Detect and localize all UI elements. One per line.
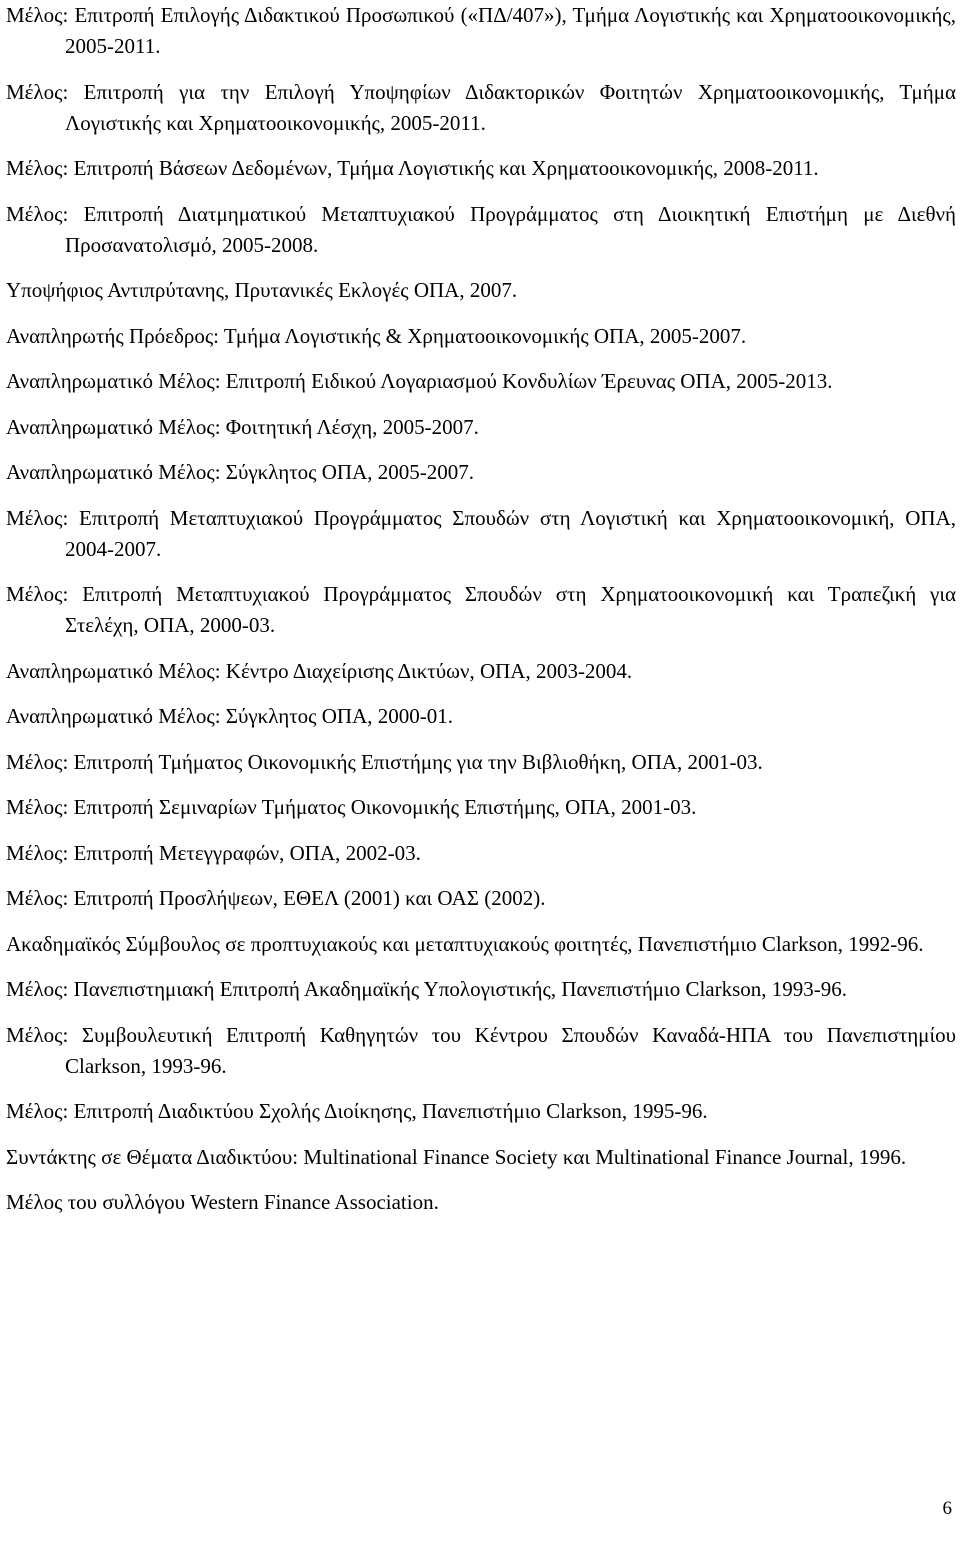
entry: Μέλος: Επιτροπή Μετεγγραφών, ΟΠΑ, 2002-03. <box>6 840 421 865</box>
entry: Ακαδημαϊκός Σύμβουλος σε προπτυχιακούς και μεταπτυχιακούς φοιτητές, Πανεπιστήμιο Clarkson, 1992-96. <box>6 931 924 956</box>
entry: Μέλος: Επιτροπή Διατμηματικού Μεταπτυχιακού Προγράμματος στη Διοικητική Επιστήμη με Διεθνή Προσανατολισμό, 2005-2008. <box>6 201 956 257</box>
entry: Υποψήφιος Αντιπρύτανης, Πρυτανικές Εκλογές ΟΠΑ, 2007. <box>6 278 518 302</box>
entry: Μέλος: Επιτροπή για την Επιλογή Υποψηφίων Διδακτορικών Φοιτητών Χρηματοοικονομικής, Τμήμα Λογιστικής και Χρηματοοικονομικής, 2005-2011. <box>6 79 956 135</box>
page-number: 6 <box>942 1498 952 1519</box>
entry: Μέλος: Επιτροπή Σεμιναρίων Τμήματος Οικονομικής Επιστήμης, ΟΠΑ, 2001-03. <box>6 795 697 819</box>
entry: Αναπληρωτής Πρόεδρος: Τμήμα Λογιστικής & Χρηματοοικονομικής ΟΠΑ, 2005-2007. <box>6 323 747 348</box>
entry: Συντάκτης σε Θέματα Διαδικτύου: Multinational Finance Society και Multinational Finance Journal, 1996. <box>6 1144 907 1169</box>
entry: Μέλος: Πανεπιστημιακή Επιτροπή Ακαδημαϊκής Υπολογιστικής, Πανεπιστήμιο Clarkson, 1993-96. <box>6 977 848 1001</box>
entry: Μέλος: Επιτροπή Μεταπτυχιακού Προγράμματος Σπουδών στη Χρηματοοικονομική και Τραπεζική για Στελέχη, ΟΠΑ, 2000-03. <box>6 582 956 637</box>
entry: Αναπληρωματικό Μέλος: Κέντρο Διαχείρισης Δικτύων, ΟΠΑ, 2003-2004. <box>6 658 633 683</box>
entry: Αναπληρωματικό Μέλος: Φοιτητική Λέσχη, 2005-2007. <box>6 414 479 439</box>
committee-membership-list <box>6 0 956 1233</box>
entry: Αναπληρωματικό Μέλος: Σύγκλητος ΟΠΑ, 2005-2007. <box>6 460 474 484</box>
entry: Μέλος: Συμβουλευτική Επιτροπή Καθηγητών του Κέντρου Σπουδών Καναδά-ΗΠΑ του Πανεπιστημίου Clarkson, 1993-96. <box>6 1022 956 1078</box>
entry: Αναπληρωματικό Μέλος: Επιτροπή Ειδικού Λογαριασμού Κονδυλίων Έρευνας ΟΠΑ, 2005-2013. <box>6 369 833 393</box>
entry: Μέλος: Επιτροπή Βάσεων Δεδομένων, Τμήμα Λογιστικής και Χρηματοοικονομικής, 2008-2011. <box>6 156 819 180</box>
entry: Μέλος: Επιτροπή Μεταπτυχιακού Προγράμματος Σπουδών στη Λογιστική και Χρηματοοικονομική, ΟΠΑ, 2004-2007. <box>6 505 956 561</box>
entry: Μέλος του συλλόγου Western Finance Association. <box>6 1190 439 1214</box>
entry: Μέλος: Επιτροπή Τμήματος Οικονομικής Επιστήμης για την Βιβλιοθήκη, ΟΠΑ, 2001-03. <box>6 749 763 774</box>
entry: Μέλος: Επιτροπή Διαδικτύου Σχολής Διοίκησης, Πανεπιστήμιο Clarkson, 1995-96. <box>6 1099 708 1123</box>
entry: Αναπληρωματικό Μέλος: Σύγκλητος ΟΠΑ, 2000-01. <box>6 704 453 728</box>
entry: Μέλος: Επιτροπή Επιλογής Διδακτικού Προσωπικού («ΠΔ/407»), Τμήμα Λογιστικής και Χρηματοοικονομικής, 2005-2011. <box>6 3 956 58</box>
entry: Μέλος: Επιτροπή Προσλήψεων, ΕΘΕΛ (2001) και ΟΑΣ (2002). <box>6 886 546 910</box>
